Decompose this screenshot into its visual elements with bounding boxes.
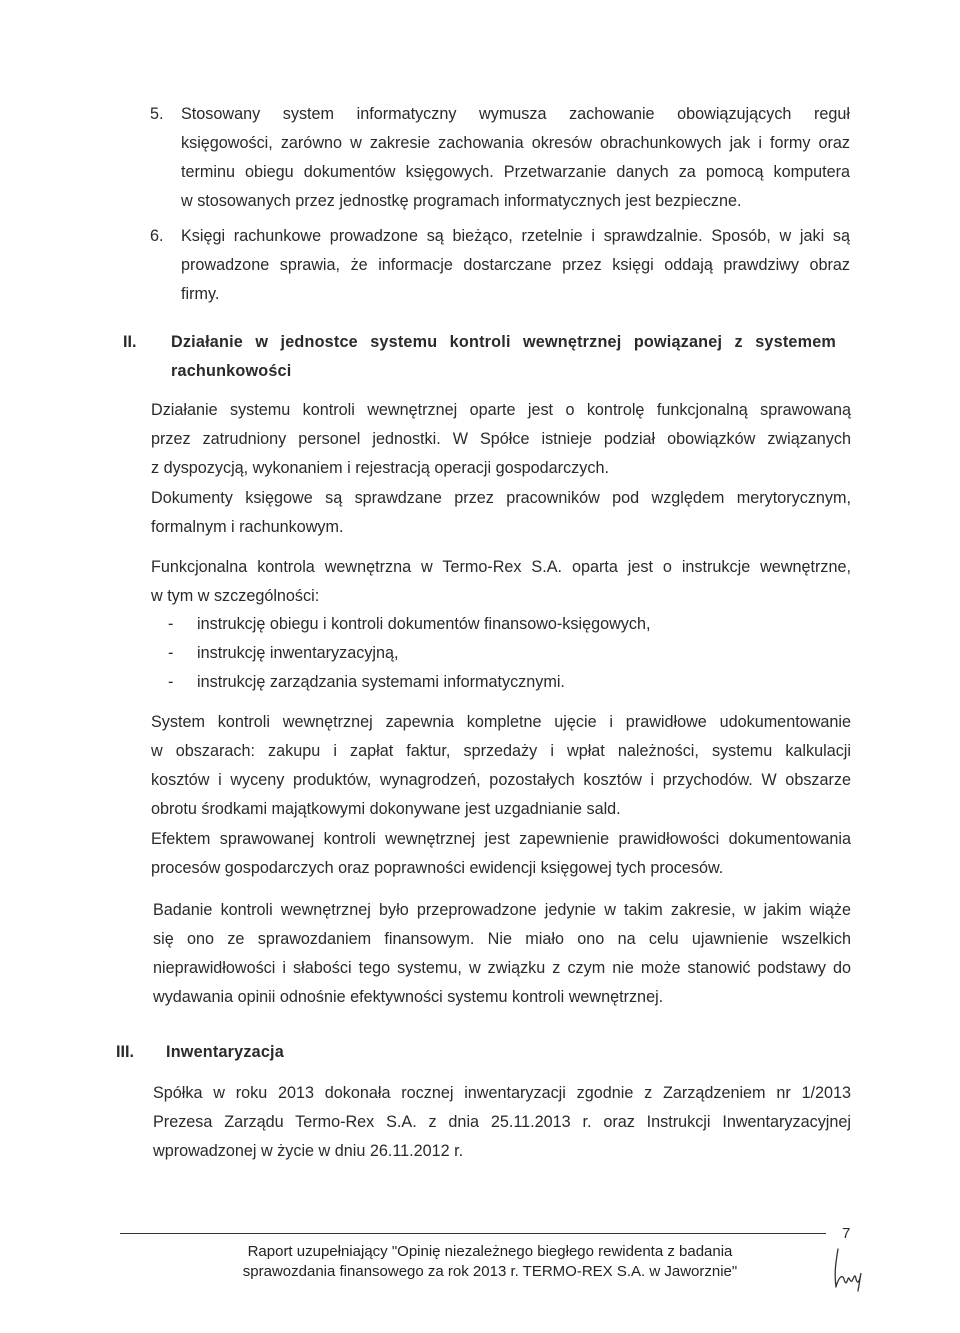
bullet-text: instrukcję zarządzania systemami informatycznymi. xyxy=(197,673,565,691)
text-line: w obszarach: zakupu i zapłat faktur, sprzedaży i wpłat należności, systemu kalkulacji xyxy=(151,742,851,760)
text-line: przez zatrudniony personel jednostki. W Spółce istnieje podział obowiązków związanych xyxy=(151,430,851,448)
section-number: II. xyxy=(123,333,137,351)
text-line: z dyspozycją, wykonaniem i rejestracją operacji gospodarczych. xyxy=(151,459,609,477)
text-line: Stosowany system informatyczny wymusza zachowanie obowiązujących reguł xyxy=(181,105,850,123)
text-line: obrotu środkami majątkowymi dokonywane jest uzgadnianie sald. xyxy=(151,800,621,818)
bullet-list xyxy=(168,610,848,697)
footer-caption xyxy=(230,1242,750,1282)
footer-line: sprawozdania finansowego za rok 2013 r. TERMO-REX S.A. w Jaworznie" xyxy=(242,1263,738,1280)
text-line: firmy. xyxy=(181,285,220,303)
paragraph xyxy=(151,396,851,483)
text-line: się ono ze sprawozdaniem finansowym. Nie miało ono na celu ujawnienie wszelkich xyxy=(153,930,851,948)
text-line: Dokumenty księgowe są sprawdzane przez pracowników pod względem merytorycznym, xyxy=(151,489,851,507)
bullet-text: instrukcję obiegu i kontroli dokumentów finansowo-księgowych, xyxy=(197,615,651,633)
bullet-marker: - xyxy=(168,615,174,633)
bullet-marker: - xyxy=(168,644,174,662)
footer-line: Raport uzupełniający "Opinię niezależnego biegłego rewidenta z badania xyxy=(247,1243,733,1260)
text-line: terminu obiegu dokumentów księgowych. Przetwarzanie danych za pomocą komputera xyxy=(181,163,850,181)
list-item-6 xyxy=(150,222,850,309)
text-line: Spółka w roku 2013 dokonała rocznej inwentaryzacji zgodnie z Zarządzeniem nr 1/2013 xyxy=(153,1084,851,1102)
section-title: Inwentaryzacja xyxy=(166,1043,284,1061)
text-line: Księgi rachunkowe prowadzone są bieżąco, rzetelnie i sprawdzalnie. Sposób, w jaki są xyxy=(181,227,850,245)
item-text xyxy=(181,222,850,309)
bullet-marker: - xyxy=(168,673,174,691)
bullet-text: instrukcję inwentaryzacyjną, xyxy=(197,644,399,662)
text-line: w stosowanych przez jednostkę programach informatycznych jest bezpieczne. xyxy=(181,192,742,210)
bullet-item xyxy=(168,639,848,668)
bullet-item xyxy=(168,610,848,639)
item-number: 5. xyxy=(150,105,164,123)
list-item-5 xyxy=(150,100,850,216)
paragraph xyxy=(151,484,851,542)
text-line: kosztów i wyceny produktów, wynagrodzeń, pozostałych kosztów i przychodów. W obszarze xyxy=(151,771,851,789)
section-title xyxy=(171,328,836,386)
paragraph xyxy=(153,1079,851,1166)
item-text xyxy=(181,100,850,216)
text-line: formalnym i rachunkowym. xyxy=(151,518,344,536)
section-number: III. xyxy=(116,1043,134,1061)
text-line: w tym w szczególności: xyxy=(151,587,320,605)
text-line: procesów gospodarczych oraz poprawności ewidencji księgowej tych procesów. xyxy=(151,859,724,877)
item-number: 6. xyxy=(150,227,164,245)
paragraph xyxy=(151,553,851,611)
text-line: nieprawidłowości i słabości tego systemu, w związku z czym nie może stanowić podstawy do xyxy=(153,959,851,977)
paragraph xyxy=(153,896,851,1012)
title-line: Działanie w jednostce systemu kontroli wewnętrznej powiązanej z systemem xyxy=(171,333,836,351)
text-line: System kontroli wewnętrznej zapewnia kompletne ujęcie i prawidłowe udokumentowanie xyxy=(151,713,851,731)
text-line: księgowości, zarówno w zakresie zachowania okresów obrachunkowych jak i formy oraz xyxy=(181,134,850,152)
text-line: Efektem sprawowanej kontroli wewnętrznej jest zapewnienie prawidłowości dokumentowania xyxy=(151,830,851,848)
text-line: Prezesa Zarządu Termo-Rex S.A. z dnia 25.11.2013 r. oraz Instrukcji Inwentaryzacyjnej xyxy=(153,1113,851,1131)
paragraph xyxy=(151,708,851,824)
text-line: wprowadzonej w życie w dniu 26.11.2012 r. xyxy=(153,1142,464,1160)
text-line: Działanie systemu kontroli wewnętrznej oparte jest o kontrolę funkcjonalną sprawowaną xyxy=(151,401,851,419)
text-line: prowadzone sprawia, że informacje dostarczane przez księgi oddają prawdziwy obraz xyxy=(181,256,850,274)
text-line: Badanie kontroli wewnętrznej było przeprowadzone jedynie w takim zakresie, w jakim wiąże xyxy=(153,901,851,919)
text-line: Funkcjonalna kontrola wewnętrzna w Termo-Rex S.A. oparta jest o instrukcje wewnętrzne, xyxy=(151,558,851,576)
text-line: wydawania opinii odnośnie efektywności systemu kontroli wewnętrznej. xyxy=(153,988,664,1006)
signature-initials-icon xyxy=(828,1243,868,1293)
paragraph xyxy=(151,825,851,883)
page-number: 7 xyxy=(842,1225,851,1242)
title-line: rachunkowości xyxy=(171,362,292,380)
bullet-item xyxy=(168,668,848,697)
footer-divider xyxy=(120,1233,826,1234)
